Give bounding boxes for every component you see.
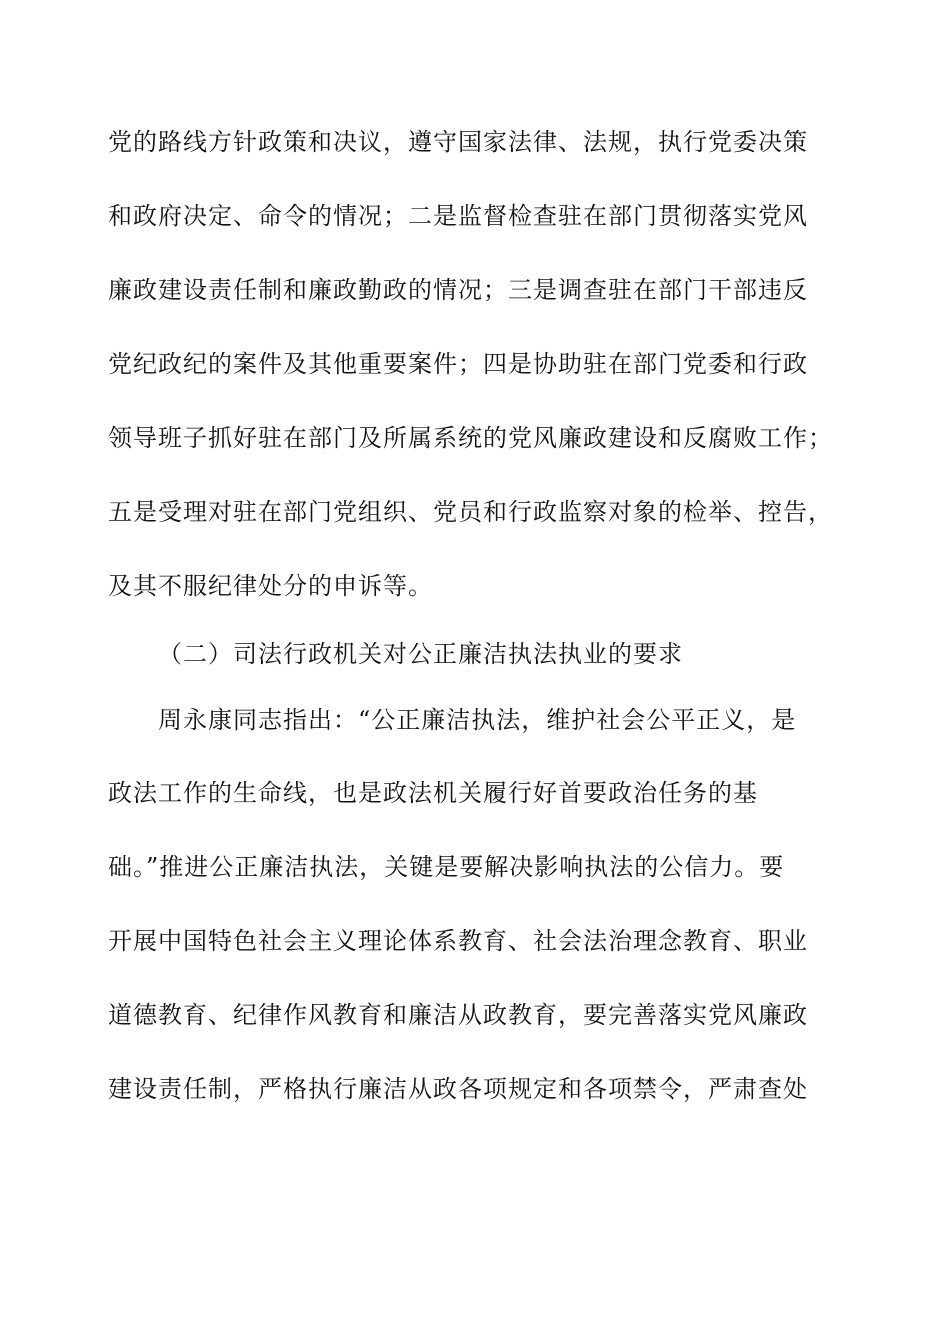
paragraph-line: 开展中国特色社会主义理论体系教育、社会法治理念教育、职业 (108, 927, 808, 955)
paragraph-line: 党的路线方针政策和决议，遵守国家法律、法规，执行党委决策 (108, 128, 808, 156)
paragraph-line: 道德教育、纪律作风教育和廉洁从政教育，要完善落实党风廉政 (108, 1001, 808, 1029)
paragraph-line: 政法工作的生命线，也是政法机关履行好首要政治任务的基 (108, 779, 758, 807)
paragraph-line: 周永康同志指出：“公正廉洁执法，维护社会公平正义，是 (158, 706, 797, 734)
section-heading: （二）司法行政机关对公正廉洁执法执业的要求 (158, 640, 683, 668)
paragraph-line: 和政府决定、命令的情况；二是监督检查驻在部门贯彻落实党风 (108, 202, 808, 230)
paragraph-line: 础。”推进公正廉洁执法，关键是要解决影响执法的公信力。要 (108, 853, 785, 881)
paragraph-line: 领导班子抓好驻在部门及所属系统的党风廉政建设和反腐败工作； (108, 424, 833, 452)
paragraph-line: 廉政建设责任制和廉政勤政的情况；三是调查驻在部门干部违反 (108, 276, 808, 304)
paragraph-line: 及其不服纪律处分的申诉等。 (108, 572, 433, 600)
paragraph-line: 党纪政纪的案件及其他重要案件；四是协助驻在部门党委和行政 (108, 350, 808, 378)
paragraph-line: 五是受理对驻在部门党组织、党员和行政监察对象的检举、控告， (108, 498, 833, 526)
paragraph-line: 建设责任制，严格执行廉洁从政各项规定和各项禁令，严肃查处 (108, 1075, 808, 1103)
